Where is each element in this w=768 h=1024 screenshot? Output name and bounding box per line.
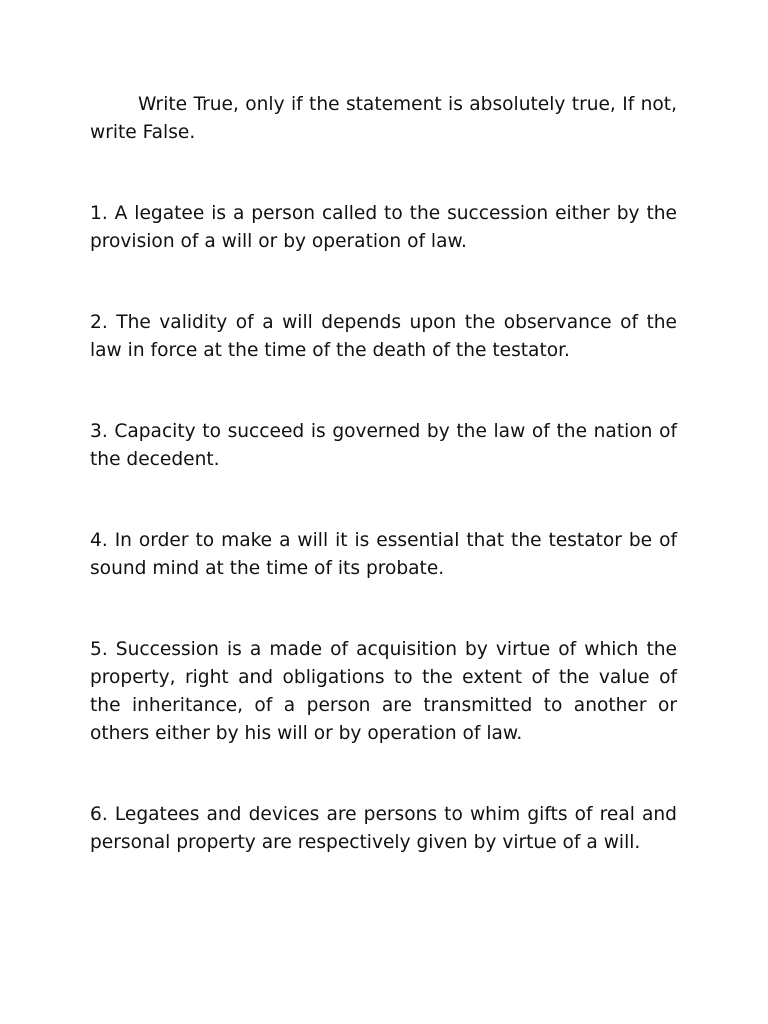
document-page: [90, 91, 677, 910]
statement-6: 6. Legatees and devices are persons to whim gifts of real and personal property are respectively given by virtue of a will.: [90, 804, 677, 853]
statement-4: 4. In order to make a will it is essential that the testator be of sound mind at the time of its probate.: [90, 530, 677, 579]
statement-1: 1. A legatee is a person called to the succession either by the provision of a will or by operation of law.: [90, 203, 677, 252]
statement-5: 5. Succession is a made of acquisition by virtue of which the property, right and obligations to the extent of the value of the inheritance, of a person are transmitted to another or others either by his will or by operation of law.: [90, 639, 677, 744]
statement-2: 2. The validity of a will depends upon the observance of the law in force at the time of the death of the testator.: [90, 312, 677, 361]
instruction-text: Write True, only if the statement is absolutely true, If not, write False.: [90, 94, 677, 143]
statement-3: 3. Capacity to succeed is governed by the law of the nation of the decedent.: [90, 421, 677, 470]
